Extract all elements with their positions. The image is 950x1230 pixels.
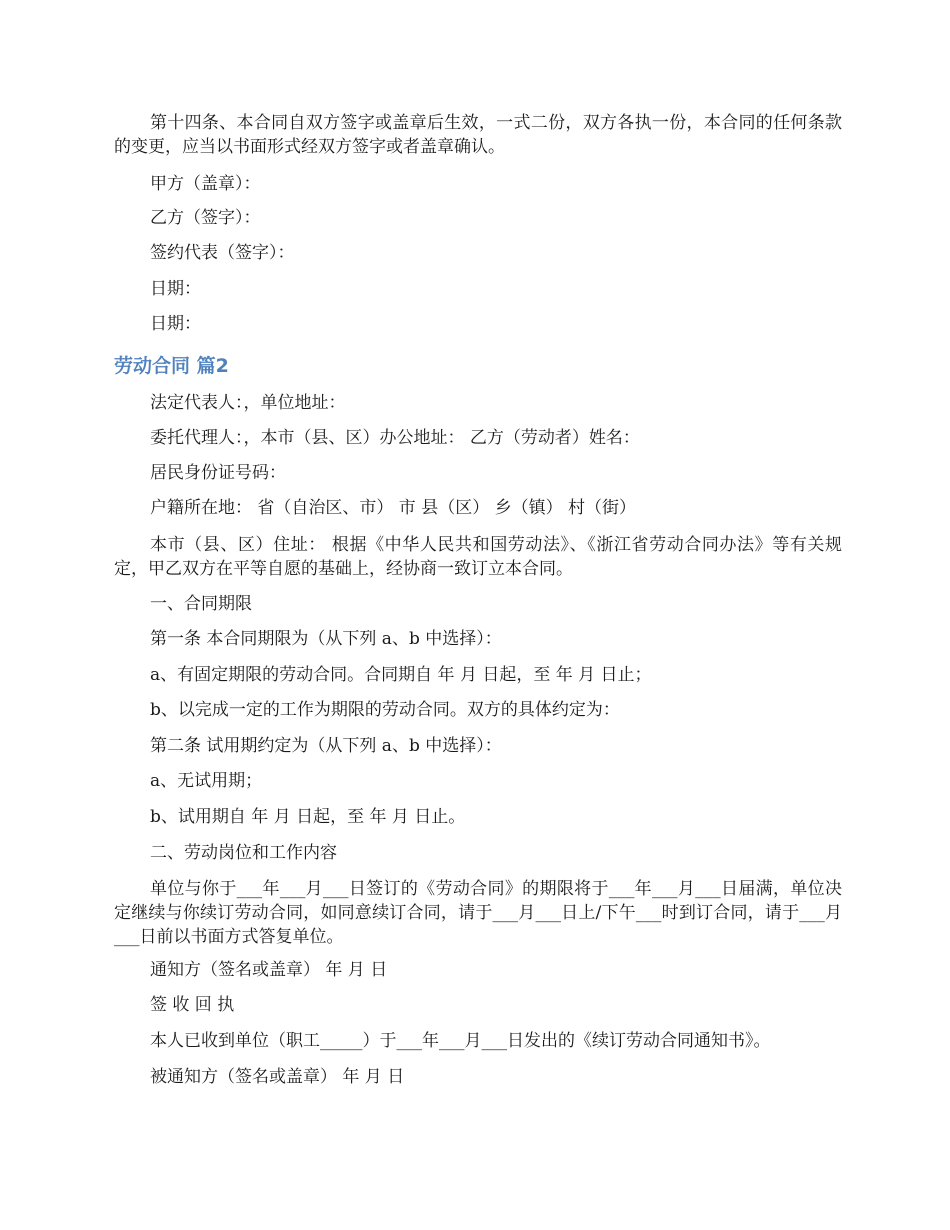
party-b-sign-line: 乙方（签字）： [150,208,261,228]
household-line: 户籍所在地： 省（自治区、市） 市 县（区） 乡（镇） 村（街） [150,498,637,518]
contract-term-title: 一、合同期限 [150,594,252,614]
legal-representative-line: 法定代表人：，单位地址： [150,393,346,413]
date-line-1: 日期： [150,279,201,299]
receipt-title: 签 收 回 执 [150,995,235,1015]
receipt-body: 本人已收到单位（职工_____）于___年___月___日发出的《续订劳动合同通知书》。 [150,1031,771,1051]
clause-14: 第十四条、本合同自双方签字或盖章后生效，一式二份，双方各执一份，本合同的任何条款的变更，应当以书面形式经双方签字或者盖章确认。 [114,113,842,157]
article-2-option-b: b、试用期自 年 月 日起，至 年 月 日止。 [150,807,466,827]
article-1: 第一条 本合同期限为（从下列 a、b 中选择）： [150,629,502,649]
article-1-option-b: b、以完成一定的工作为期限的劳动合同。双方的具体约定为： [150,700,620,720]
section-heading: 劳动合同 篇2 [114,355,229,377]
notifier-signature-line: 通知方（签名或盖章） 年 月 日 [150,960,388,980]
id-number-line: 居民身份证号码： [150,463,286,483]
article-1-option-a: a、有固定期限的劳动合同。合同期自 年 月 日起，至 年 月 日止； [150,665,652,685]
job-content-title: 二、劳动岗位和工作内容 [150,843,337,863]
residence-paragraph: 本市（县、区）住址： 根据《中华人民共和国劳动法》、《浙江省劳动合同办法》等有关规定，甲乙双方在平等自愿的基础上，经协商一致订立本合同。 [114,535,842,579]
article-2-option-a: a、无试用期； [150,771,263,791]
notified-signature-line: 被通知方（签名或盖章） 年 月 日 [150,1067,405,1087]
renewal-notice-paragraph: 单位与你于___年___月___日签订的《劳动合同》的期限将于___年___月___日届满，单位决定继续与你续订劳动合同，如同意续订合同，请于___月___日上/下午___时到订合同，请于___月___日前以书面方式答复单位。 [114,879,842,947]
representative-sign-line: 签约代表（签字）： [150,243,295,263]
date-line-2: 日期： [150,314,201,334]
party-a-seal-line: 甲方（盖章）： [150,174,261,194]
agent-line: 委托代理人：，本市（县、区）办公地址： 乙方（劳动者）姓名： [150,428,640,448]
article-2: 第二条 试用期约定为（从下列 a、b 中选择）： [150,736,502,756]
